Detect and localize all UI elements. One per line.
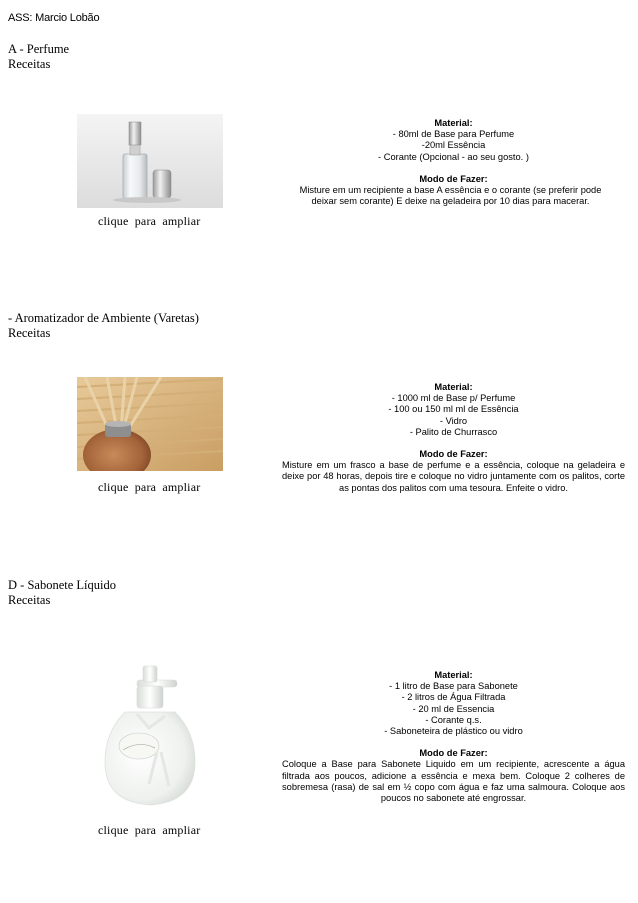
section-title: [8, 578, 116, 608]
enlarge-link[interactable]: clique para ampliar: [98, 214, 201, 228]
method-heading: Modo de Fazer:: [419, 173, 488, 184]
method-text: Misture em um recipiente a base A essência e o corante (se preferir pode deixar sem corante) E deixe na geladeira por 10 dias para macerar.: [299, 185, 602, 207]
material-item: - 1 litro de Base para Sabonete: [389, 681, 518, 692]
perfume-bottle-image[interactable]: [77, 114, 223, 208]
material-heading: Material:: [434, 670, 473, 680]
material-heading: Material:: [434, 382, 473, 392]
section-title: [8, 42, 69, 72]
material-item: - Vidro: [439, 415, 468, 426]
material-item: - 100 ou 150 ml ml de Essência: [388, 404, 519, 415]
reed-diffuser-image[interactable]: [77, 377, 223, 471]
material-item: -20ml Essência: [421, 140, 486, 151]
section-title: [8, 311, 199, 341]
recipe-block: [282, 382, 625, 494]
section-subtitle: Receitas: [8, 593, 51, 607]
material-item: - 1000 ml de Base p/ Perfume: [391, 393, 516, 404]
section-subtitle: Receitas: [8, 326, 51, 340]
method-heading: Modo de Fazer:: [419, 748, 488, 759]
enlarge-link[interactable]: clique para ampliar: [98, 823, 201, 837]
material-item: - Saboneteira de plástico ou vidro: [384, 726, 523, 737]
recipe-block: [282, 670, 625, 804]
material-item: - Corante q.s.: [425, 714, 482, 725]
material-item: - 20 ml de Essencia: [412, 703, 495, 714]
liquid-soap-image[interactable]: [77, 662, 223, 812]
material-item: - Palito de Churrasco: [409, 426, 498, 437]
method-heading: Modo de Fazer:: [419, 449, 488, 460]
section-heading: D - Sabonete Líquido: [8, 578, 116, 592]
material-heading: Material:: [434, 118, 473, 128]
material-item: - 2 litros de Água Filtrada: [401, 692, 506, 703]
method-text: Misture em um frasco a base de perfume e a essência, coloque na geladeira e deixe por 48 horas, depois tire e coloque no vidro juntamente com os palitos, corte as pontas dos palitos com uma tesoura. Enfeite o vidro.: [282, 460, 625, 493]
method-text: Coloque a Base para Sabonete Liquido em um recipiente, acrescente a água filtrada aos poucos, adicione a essência e mexa bem. Coloque 2 colheres de sobremesa (rasa) de sal em ½ copo com água e faz uma salmoura. Coloque aos poucos no sabonete até engrossar.: [282, 759, 625, 804]
section-heading: A - Perfume: [8, 42, 70, 56]
author-line: ASS: Marcio Lobão: [8, 12, 100, 24]
material-item: - 80ml de Base para Perfume: [392, 129, 515, 140]
material-item: - Corante (Opcional - ao seu gosto. ): [378, 151, 529, 162]
enlarge-link[interactable]: clique para ampliar: [98, 480, 201, 494]
section-heading: - Aromatizador de Ambiente (Varetas): [8, 311, 199, 325]
section-subtitle: Receitas: [8, 57, 51, 71]
recipe-block: [282, 118, 625, 207]
